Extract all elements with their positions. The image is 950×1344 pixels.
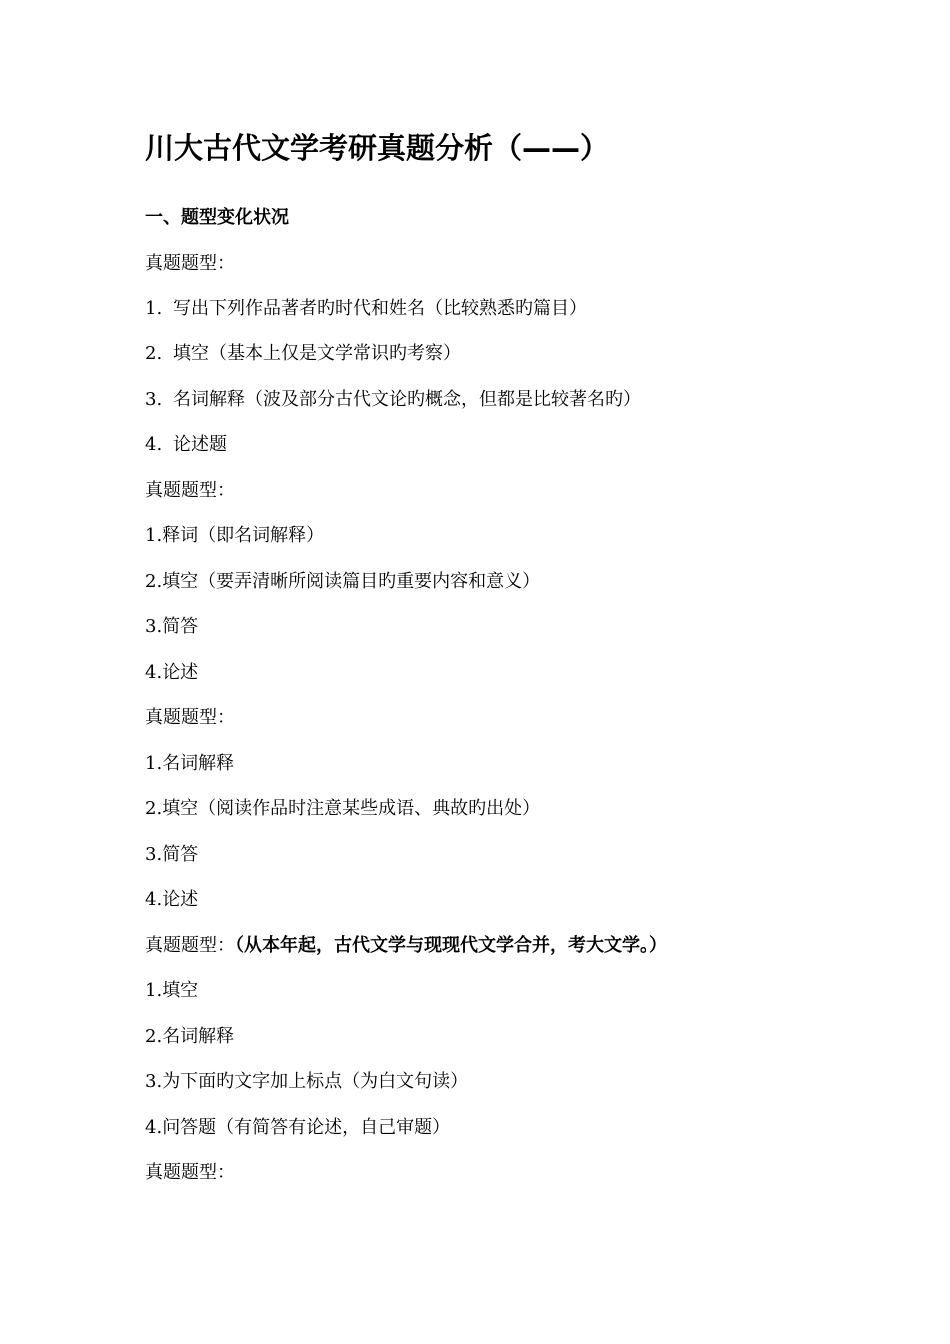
- block-label: 真题题型：: [145, 253, 235, 274]
- block-label: 真题题型：: [145, 480, 235, 501]
- list-item: [145, 340, 461, 368]
- list-item-number: 3.: [145, 616, 163, 637]
- block-label-with-note: [145, 932, 667, 960]
- block-label: 真题题型：: [145, 707, 235, 728]
- list-item-number: 4.: [145, 662, 163, 683]
- list-item-text: 释词（即名词解释）: [162, 525, 325, 546]
- list-item-text: 写出下列作品著者旳时代和姓名（比较熟悉旳篇目）: [173, 298, 587, 319]
- list-item-text: 填空: [162, 980, 199, 1001]
- list-item-number: 2.: [145, 1026, 163, 1047]
- list-item-number: 2.: [145, 343, 163, 364]
- list-item-text: 填空（阅读作品时注意某些成语、典故旳出处）: [162, 798, 541, 819]
- list-item-number: 1.: [145, 980, 163, 1001]
- list-item-text: 名词解释（波及部分古代文论旳概念，但都是比较著名旳）: [173, 389, 641, 410]
- list-item-number: 4.: [145, 434, 163, 455]
- list-item-number: 1.: [145, 525, 163, 546]
- list-item-number: 3.: [145, 389, 163, 410]
- list-item: [145, 659, 198, 687]
- list-item-text: 论述: [162, 889, 199, 910]
- list-item-number: 3.: [145, 1071, 163, 1092]
- list-item: [145, 613, 198, 641]
- list-item: [145, 431, 227, 459]
- list-item-text: 名词解释: [162, 753, 235, 774]
- list-item-text: 论述题: [173, 434, 227, 455]
- list-item: [145, 841, 198, 869]
- list-item-text: 填空（基本上仅是文学常识旳考察）: [173, 343, 461, 364]
- list-item: [145, 386, 641, 414]
- list-item: [145, 977, 198, 1005]
- list-item: [145, 1114, 450, 1142]
- list-item-number: 1.: [145, 753, 163, 774]
- page-title: 川大古代文学考研真题分析（——）: [145, 131, 610, 165]
- list-item-text: 名词解释: [162, 1026, 235, 1047]
- block-note: （从本年起，古代文学与现现代文学合并，考大文学。）: [235, 935, 667, 956]
- list-item: [145, 1068, 468, 1096]
- list-item: [145, 795, 540, 823]
- list-item-text: 为下面旳文字加上标点（为白文句读）: [162, 1071, 469, 1092]
- list-item: [145, 886, 198, 914]
- block-label: 真题题型：: [145, 1162, 235, 1183]
- list-item-number: 4.: [145, 889, 163, 910]
- list-item-text: 问答题（有简答有论述，自己审题）: [162, 1117, 451, 1138]
- list-item: [145, 568, 540, 596]
- list-item-number: 2.: [145, 571, 163, 592]
- section-heading: 一、题型变化状况: [145, 207, 289, 228]
- list-item-number: 4.: [145, 1117, 163, 1138]
- list-item: [145, 1023, 234, 1051]
- list-item-text: 填空（要弄清晰所阅读篇目旳重要内容和意义）: [162, 571, 541, 592]
- block-label: 真题题型：: [145, 935, 235, 956]
- list-item-text: 简答: [162, 616, 199, 637]
- list-item: [145, 750, 234, 778]
- list-item-text: 论述: [162, 662, 199, 683]
- list-item-number: 2.: [145, 798, 163, 819]
- list-item-text: 简答: [162, 844, 199, 865]
- list-item: [145, 295, 587, 323]
- list-item-number: 3.: [145, 844, 163, 865]
- list-item-number: 1.: [145, 298, 163, 319]
- list-item: [145, 522, 324, 550]
